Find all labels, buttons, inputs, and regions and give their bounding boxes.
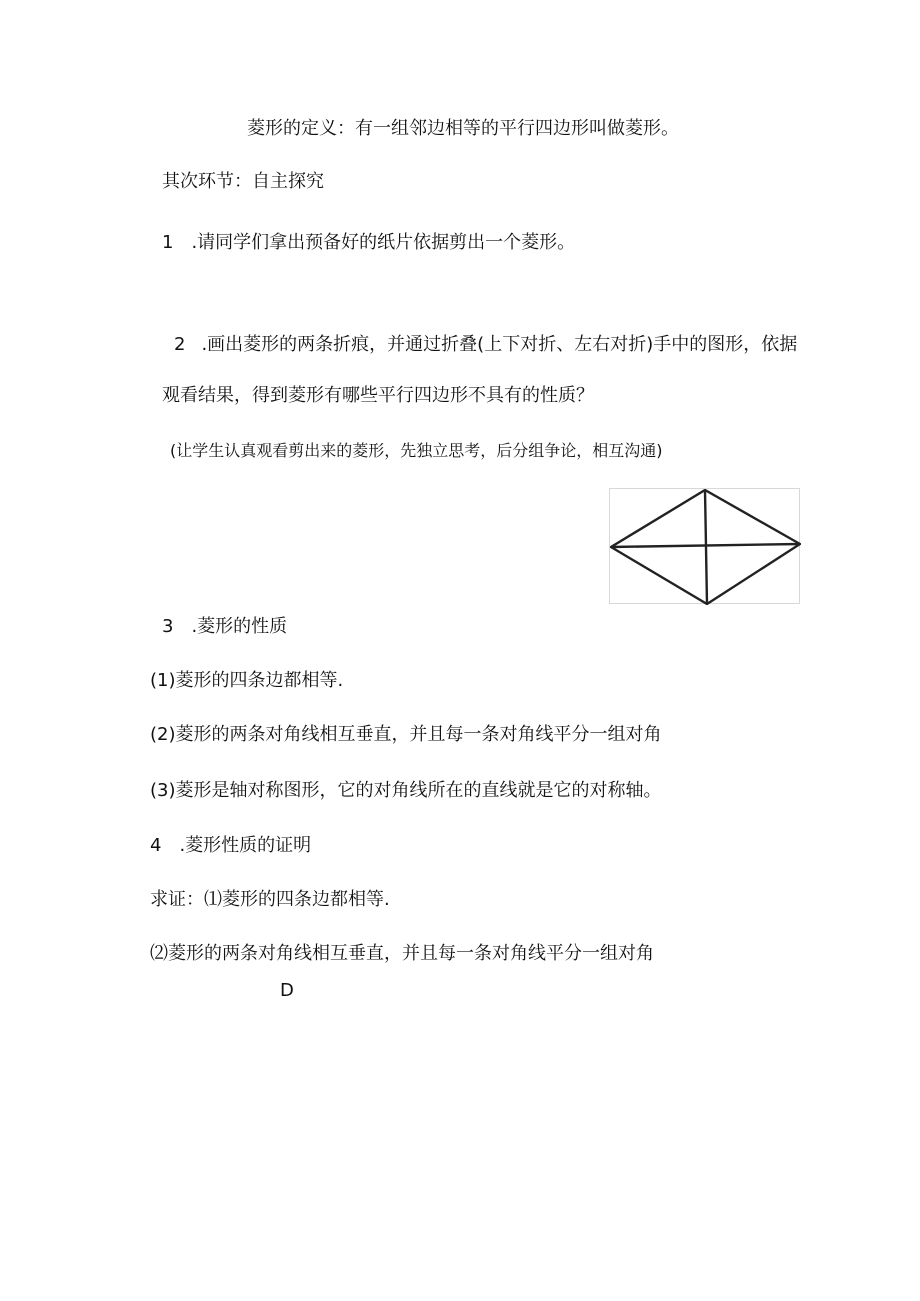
section-heading: 其次环节：自主探究 (162, 171, 324, 192)
item-1-number: 1 (162, 232, 174, 253)
item-3-number: 3 (162, 616, 174, 637)
item-2-line-1 (174, 334, 797, 356)
item-2-number: 2 (174, 334, 186, 355)
item-2-line-2: 观看结果，得到菱形有哪些平行四边形不具有的性质？ (162, 385, 594, 406)
item-3-title: .菱形的性质 (191, 616, 288, 637)
item-2-note: (让学生认真观看剪出来的菱形，先独立思考，后分组争论，相互沟通) (170, 441, 663, 460)
item-4-heading (150, 835, 311, 857)
item-4-title: .菱形性质的证明 (179, 835, 312, 856)
item-4-number: 4 (150, 835, 162, 856)
rhombus-figure (609, 488, 800, 604)
item-2-text-line-1: .画出菱形的两条折痕，并通过折叠(上下对折、左右对折)手中的图形，依据 (201, 334, 798, 355)
vertical-diagonal (705, 490, 707, 604)
item-1-text: .请同学们拿出预备好的纸片依据剪出一个菱形。 (191, 232, 576, 253)
property-1: (1)菱形的四条边都相等. (150, 670, 344, 691)
item-3-heading (162, 616, 287, 638)
property-2: (2)菱形的两条对角线相互垂直，并且每一条对角线平分一组对角 (150, 724, 662, 745)
proof-line-2: ⑵菱形的两条对角线相互垂直，并且每一条对角线平分一组对角 (150, 943, 654, 964)
rhombus-definition: 菱形的定义：有一组邻边相等的平行四边形叫做菱形。 (247, 118, 679, 139)
vertex-label-d: D (280, 980, 294, 1001)
property-3: (3)菱形是轴对称图形，它的对角线所在的直线就是它的对称轴。 (150, 780, 662, 801)
proof-line-1: 求证：⑴菱形的四条边都相等. (150, 889, 390, 910)
item-1 (162, 232, 575, 254)
rhombus-icon (610, 489, 801, 605)
